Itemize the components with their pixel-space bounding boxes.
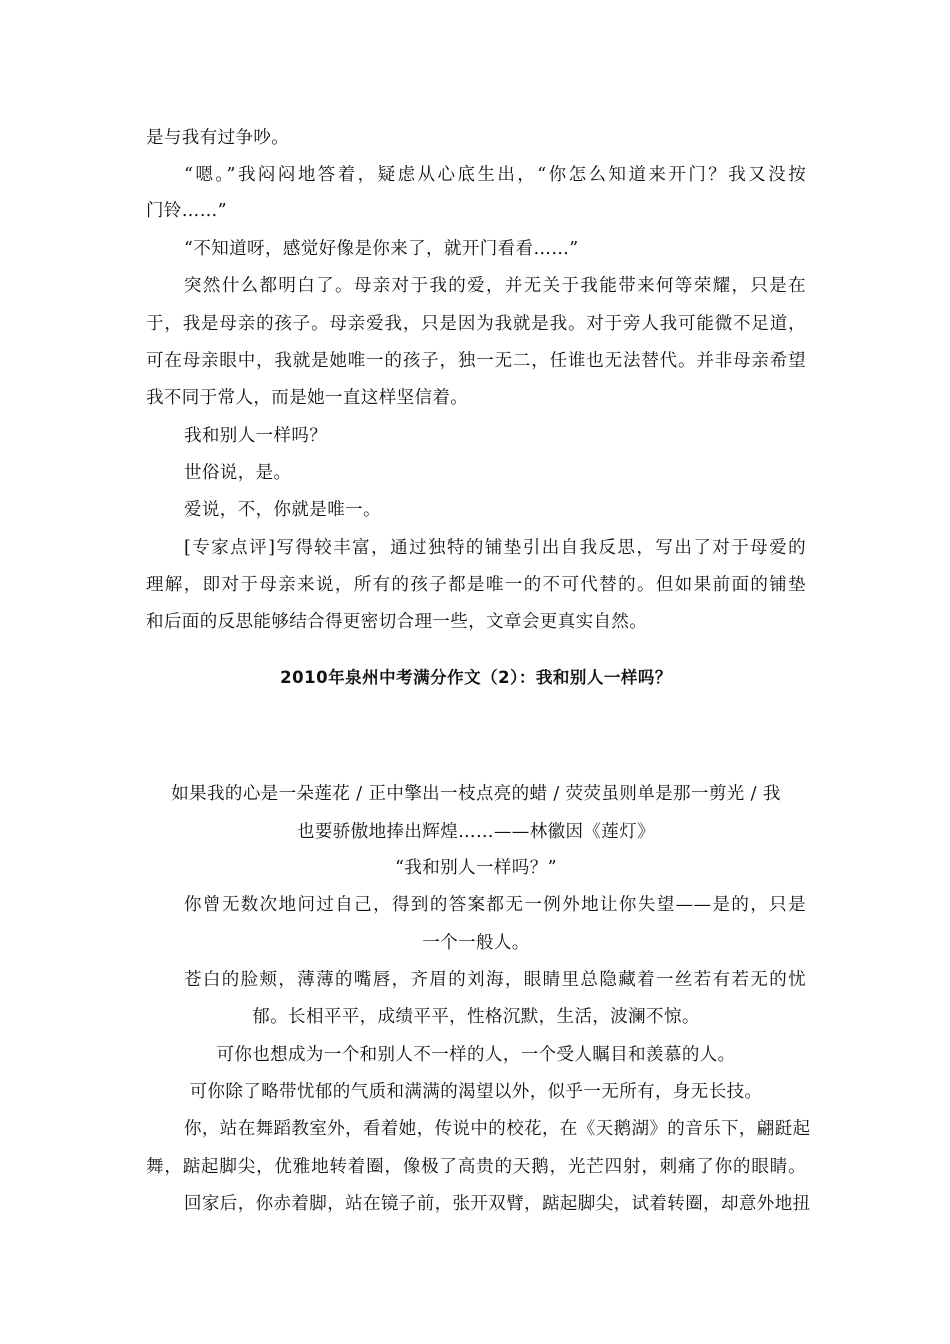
epigraph-line: 也要骄傲地捧出辉煌……——林徽因《莲灯》 [297,822,655,842]
paragraph-line: 苍白的脸颊，薄薄的嘴唇，齐眉的刘海，眼睛里总隐藏着一丝若有若无的忧 [184,970,806,990]
paragraph-line: 爱说，不，你就是唯一。 [184,500,381,520]
expert-comment-line: 理解，即对于母亲来说，所有的孩子都是唯一的不可代替的。但如果前面的铺垫 [146,575,806,595]
paragraph-line: 郁。长相平平，成绩平平，性格沉默，生活，波澜不惊。 [252,1007,700,1027]
paragraph-line: 突然什么都明白了。母亲对于我的爱，并无关于我能带来何等荣耀，只是在 [184,276,806,296]
paragraph-line: 我不同于常人，而是她一直这样坚信着。 [146,388,469,408]
expert-comment-line: 和后面的反思能够结合得更密切合理一些，文章会更真实自然。 [146,612,648,632]
paragraph-line: 一个一般人。 [422,933,530,953]
expert-comment-line: [专家点评]写得较丰富，通过独特的铺垫引出自我反思，写出了对于母爱的 [184,538,806,558]
paragraph-line: 可你也想成为一个和别人不一样的人，一个受人瞩目和羡慕的人。 [216,1045,736,1065]
paragraph-line: “嗯。”我闷闷地答着，疑虑从心底生出，“你怎么知道来开门？我又没按 [184,165,806,185]
paragraph-line: 可你除了略带忧郁的气质和满满的渴望以外，似乎一无所有，身无长技。 [189,1082,763,1102]
paragraph-line: 门铃……” [146,201,227,221]
epigraph-line: 如果我的心是一朵莲花 / 正中擎出一枝点亮的蜡 / 荧荧虽则单是那一剪光 / 我 [171,784,781,804]
paragraph-line: 可在母亲眼中，我就是她唯一的孩子，独一无二，任谁也无法替代。并非母亲希望 [146,351,806,371]
paragraph-line: “我和别人一样吗？” [395,858,557,878]
paragraph-line: “不知道呀，感觉好像是你来了，就开门看看……” [184,239,579,259]
paragraph-line: 回家后，你赤着脚，站在镜子前，张开双臂，踮起脚尖，试着转圈，却意外地扭 [184,1194,811,1214]
paragraph-line: 于，我是母亲的孩子。母亲爱我，只是因为我就是我。对于旁人我可能微不足道， [146,314,806,334]
essay-title: 2010年泉州中考满分作文（2）：我和别人一样吗？ [280,668,672,687]
paragraph-line: 舞，踮起脚尖，优雅地转着圈，像极了高贵的天鹅，光芒四射，刺痛了你的眼睛。 [146,1157,806,1177]
paragraph-line: 是与我有过争吵。 [146,128,290,148]
paragraph-line: 世俗说，是。 [184,463,292,483]
paragraph-line: 你，站在舞蹈教室外，看着她，传说中的校花，在《天鹅湖》的音乐下，翩跹起 [184,1119,811,1139]
paragraph-line: 你曾无数次地问过自己，得到的答案都无一例外地让你失望——是的，只是 [184,895,806,915]
paragraph-line: 我和别人一样吗？ [184,426,328,446]
